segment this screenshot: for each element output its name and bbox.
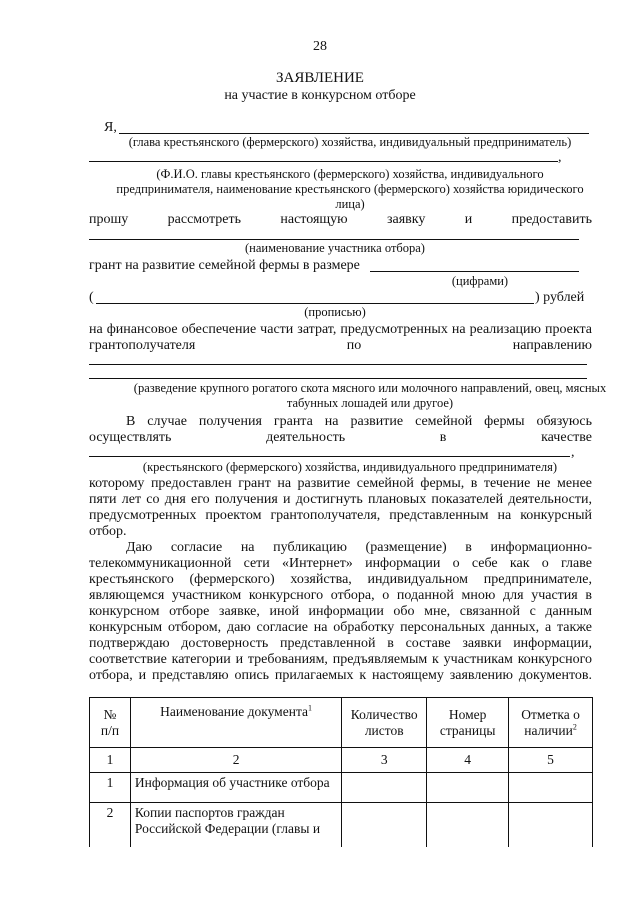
hint-head: (глава крестьянского (фермерского) хозяйства, индивидуальный предприниматель) — [128, 135, 572, 149]
table-cell: 4 — [427, 748, 509, 773]
hint-digits: (цифрами) — [451, 274, 509, 288]
table-cell: 3 — [342, 748, 427, 773]
hint-head-2: (крестьянского (фермерского) хозяйства, индивидуального предпринимателя) — [142, 460, 558, 474]
obligation-word: качестве — [541, 430, 592, 445]
obligation-word: осуществлять — [89, 430, 172, 445]
obligation-para-line: отбор. — [89, 524, 127, 539]
grantee-line — [89, 338, 592, 354]
obligation-word: в — [439, 430, 447, 445]
request-line — [89, 212, 592, 228]
obligation-word: деятельность — [266, 430, 346, 445]
header-number: № п/п — [90, 698, 131, 748]
header-document-name: Наименование документа$^1$ — [130, 698, 341, 748]
table-header-row — [90, 698, 593, 748]
participant-line[interactable] — [89, 239, 579, 240]
open-paren: ( — [89, 290, 94, 305]
hint-participant: (наименование участника отбора) — [245, 241, 425, 255]
consent-para-line: соответствие категории и требованиям, предъявляемым к участникам конкурсного — [89, 652, 592, 667]
hint-fio-2: предпринимателя, наименование крестьянского (фермерского) хозяйства юридического — [116, 182, 584, 196]
direction-line-1[interactable] — [89, 364, 587, 365]
consent-para-line: конкурсным отбором, даю согласие на обработку персональных данных, а также — [89, 620, 592, 635]
page-number: 28 — [313, 39, 327, 54]
fio-comma: , — [558, 150, 562, 165]
consent-para-line: телекоммуникационной сети «Интернет» информации о себе как о главе — [89, 556, 592, 571]
table-cell-number: 2 — [90, 803, 131, 847]
activity-line[interactable] — [89, 456, 570, 457]
table-cell-sheets[interactable] — [342, 773, 427, 803]
page-title: ЗАЯВЛЕНИЕ — [276, 70, 364, 86]
request-word: прошу — [89, 212, 129, 227]
consent-para-line: подтверждаю достоверность представленной в составе заявки информации, — [89, 636, 592, 651]
request-word: настоящую — [280, 212, 348, 227]
table-number-row — [90, 748, 593, 773]
consent-para-line: Даю согласие на публикацию (размещение) в информационно- — [126, 540, 592, 555]
consent-para-line: конкурсном отборе заявке, иной информации обо мне, связанной с данным — [89, 604, 592, 619]
consent-para-line: крестьянского (фермерского) хозяйства, индивидуальном предпринимателе, — [89, 572, 592, 587]
table-cell-document: Копии паспортов граждан Российской Федерации (главы и — [130, 803, 341, 847]
obligation-para-line: пяти лет со дня его получения и достигнуть плановых показателей деятельности, — [89, 492, 592, 507]
request-word: рассмотреть — [167, 212, 241, 227]
table-cell: 2 — [130, 748, 341, 773]
obligation-line-2 — [89, 430, 592, 446]
hint-words: (прописью) — [304, 305, 366, 319]
table-row — [90, 773, 593, 803]
hint-direction-2: табунных лошадей или другое) — [286, 396, 454, 410]
direction-line-2[interactable] — [89, 378, 587, 379]
table-cell: 5 — [509, 748, 593, 773]
grantee-word: грантополучателя — [89, 338, 196, 353]
grantee-word: по — [346, 338, 362, 353]
grantee-word: направлению — [512, 338, 592, 353]
header-availability: Отметка о наличии$^2$ — [509, 698, 593, 748]
table-cell-number: 1 — [90, 773, 131, 803]
table-cell: 1 — [90, 748, 131, 773]
table-cell-mark[interactable] — [509, 773, 593, 803]
financing-text: на финансовое обеспечение части затрат, предусмотренных на реализацию проекта — [89, 322, 592, 337]
hint-fio-1: (Ф.И.О. главы крестьянского (фермерского) хозяйства, индивидуального — [156, 167, 544, 181]
ya-label: Я, — [104, 120, 117, 135]
obligation-para-line: которому предоставлен грант на развитие семейной фермы, в течение не менее — [89, 476, 592, 491]
table-cell-page[interactable] — [427, 773, 509, 803]
request-word: заявку — [387, 212, 426, 227]
activity-comma: , — [571, 445, 575, 460]
obligation-para-line: предусмотренных проектом грантополучателя, представленным на конкурсный — [89, 508, 592, 523]
fio-line[interactable] — [89, 161, 558, 162]
table-cell-document: Информация об участнике отбора — [130, 773, 341, 803]
grant-text: грант на развитие семейной фермы в размере — [89, 258, 360, 273]
grant-amount-digits-line[interactable] — [370, 271, 579, 272]
documents-table — [89, 697, 593, 847]
hint-fio-3: лица) — [335, 197, 365, 211]
head-name-line[interactable] — [119, 133, 589, 134]
grant-amount-words-line[interactable] — [96, 303, 534, 304]
request-word: и — [464, 212, 473, 227]
header-page-number: Номер страницы — [427, 698, 509, 748]
rubles-label: ) рублей — [535, 290, 585, 305]
obligation-line-1: В случае получения гранта на развитие семейной фермы обязуюсь — [126, 414, 592, 429]
table-cell-sheets[interactable] — [342, 803, 427, 847]
hint-direction-1: (разведение крупного рогатого скота мясного или молочного направлений, овец, мясных — [133, 381, 607, 395]
table-cell-page[interactable] — [427, 803, 509, 847]
table-row — [90, 803, 593, 847]
table-cell-mark[interactable] — [509, 803, 593, 847]
consent-para-line: являющемся участником конкурсного отбора, о поданной мною для участия в — [89, 588, 592, 603]
page-subtitle: на участие в конкурсном отборе — [224, 88, 416, 103]
request-word: предоставить — [511, 212, 592, 227]
consent-para-line: отбора, и представляю опись прилагаемых к настоящему заявлению документов. — [89, 668, 592, 683]
header-sheet-count: Количество листов — [342, 698, 427, 748]
